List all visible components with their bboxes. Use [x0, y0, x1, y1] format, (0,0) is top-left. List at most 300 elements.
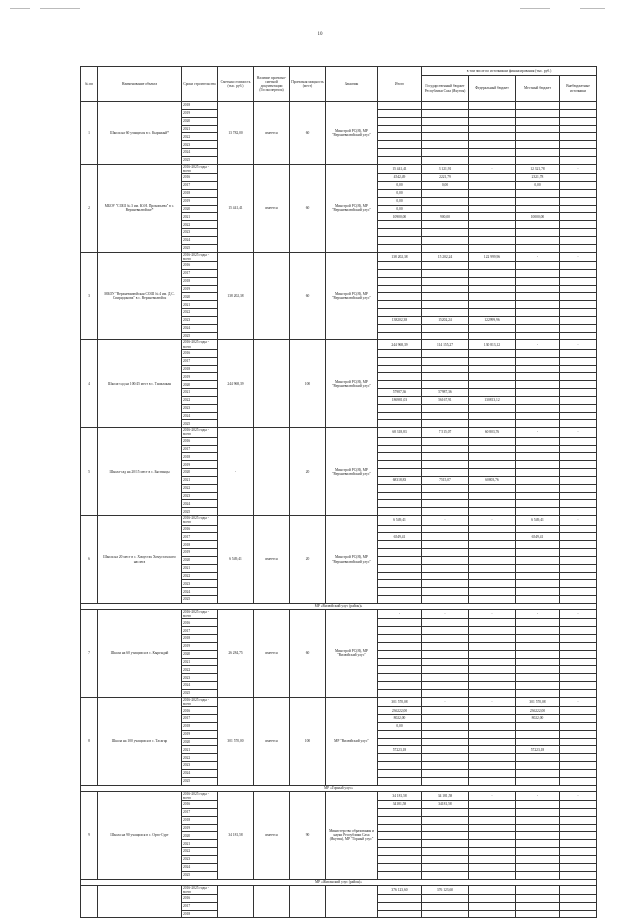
state-value [422, 404, 469, 412]
object-customer: Минстрой РС(Я), МР "Верхневилюйский улус" [326, 428, 378, 516]
state-value [422, 262, 469, 270]
state-value: 114 155,27 [422, 340, 469, 349]
year-cell: 2022 [182, 133, 218, 141]
local-value [516, 461, 560, 469]
extra-value [560, 469, 597, 477]
federal-value [469, 149, 516, 157]
local-value: - [516, 791, 560, 800]
local-value [516, 332, 560, 340]
total-value [378, 125, 422, 133]
state-value [422, 642, 469, 650]
local-value [516, 840, 560, 848]
local-value [516, 244, 560, 252]
header-total: Итого [378, 67, 422, 102]
year-cell: 2025 [182, 244, 218, 252]
federal-value [469, 213, 516, 221]
extra-value [560, 244, 597, 252]
state-value [422, 816, 469, 824]
object-name: МБОУ "Верхневилюйская СОШ № 4 им. Д.С. Спиридонова" в с. Верхневилюйск [98, 252, 182, 340]
federal-value [469, 564, 516, 572]
total-value [378, 309, 422, 317]
federal-value [469, 277, 516, 285]
federal-value [469, 285, 516, 293]
object-name: Школа на 60 учащихся в с. Кыргыдай [98, 609, 182, 697]
state-value [422, 461, 469, 469]
state-value [422, 848, 469, 856]
table-row [81, 67, 597, 76]
state-value: - [422, 609, 469, 618]
extra-value [560, 420, 597, 428]
extra-value [560, 437, 597, 445]
local-value [516, 324, 560, 332]
table-row [81, 609, 597, 618]
extra-value [560, 117, 597, 125]
extra-value [560, 738, 597, 746]
state-value [422, 508, 469, 516]
extra-value [560, 404, 597, 412]
year-cell: 2016 [182, 707, 218, 715]
state-value [422, 777, 469, 785]
extra-value [560, 619, 597, 627]
local-value [516, 689, 560, 697]
state-value [422, 564, 469, 572]
local-value [516, 754, 560, 762]
table-row [81, 885, 597, 894]
header-terms: Сроки строительства [182, 67, 218, 102]
local-value [516, 894, 560, 902]
extra-value [560, 549, 597, 557]
year-cell: 2023 [182, 674, 218, 682]
state-value [422, 102, 469, 110]
local-value [516, 389, 560, 397]
federal-value [469, 420, 516, 428]
total-value [378, 689, 422, 697]
local-value [516, 730, 560, 738]
local-value [516, 777, 560, 785]
total-value [378, 832, 422, 840]
local-value [516, 642, 560, 650]
year-cell: 2024 [182, 149, 218, 157]
federal-value [469, 894, 516, 902]
local-value [516, 117, 560, 125]
local-value: - [516, 252, 560, 261]
object-cost: 138 202,38 [218, 252, 254, 340]
year-cell: 2025 [182, 871, 218, 879]
total-value [378, 580, 422, 588]
extra-value [560, 572, 597, 580]
state-value [422, 541, 469, 549]
object-customer: Минстрой РС(Я), МР "Верхневилюйский улус" [326, 164, 378, 252]
federal-value [469, 197, 516, 205]
federal-value [469, 596, 516, 604]
state-value: 2221,79 [422, 174, 469, 182]
total-value [378, 541, 422, 549]
extra-value [560, 627, 597, 635]
object-no: 9 [81, 791, 98, 879]
year-cell: 2016-2025 годы - всего [182, 252, 218, 261]
local-value [516, 762, 560, 770]
extra-value [560, 658, 597, 666]
state-value [422, 500, 469, 508]
federal-value [469, 156, 516, 164]
local-value [516, 373, 560, 381]
extra-value [560, 588, 597, 596]
total-value: 0,00 [378, 189, 422, 197]
extra-value [560, 730, 597, 738]
total-value [378, 824, 422, 832]
year-cell: 2021 [182, 125, 218, 133]
federal-value [469, 769, 516, 777]
state-value [422, 556, 469, 564]
federal-value [469, 533, 516, 541]
federal-value [469, 707, 516, 715]
object-no: 8 [81, 697, 98, 785]
scan-mark [40, 8, 80, 9]
total-value [378, 674, 422, 682]
federal-value [469, 500, 516, 508]
year-cell: 2016-2025 годы - всего [182, 697, 218, 706]
total-value [378, 437, 422, 445]
total-value [378, 642, 422, 650]
total-value [378, 381, 422, 389]
object-customer [326, 885, 378, 918]
total-value [378, 549, 422, 557]
total-value [378, 855, 422, 863]
extra-value [560, 182, 597, 190]
local-value: - [516, 428, 560, 437]
total-value [378, 236, 422, 244]
year-cell: 2017 [182, 627, 218, 635]
state-value [422, 484, 469, 492]
year-cell: 2016 [182, 619, 218, 627]
year-cell: 2019 [182, 642, 218, 650]
local-value [516, 141, 560, 149]
federal-value [469, 682, 516, 690]
federal-value [469, 412, 516, 420]
total-value [378, 349, 422, 357]
local-value: 301 570,08 [516, 697, 560, 706]
scan-mark [520, 8, 550, 9]
object-name: Школа-сад на 100/45 мест в с. Тамалакан [98, 340, 182, 428]
year-cell: 2017 [182, 269, 218, 277]
state-value [422, 910, 469, 918]
local-value [516, 102, 560, 110]
extra-value [560, 396, 597, 404]
total-value: 34181,58 [378, 801, 422, 809]
year-cell: 2021 [182, 213, 218, 221]
federal-value [469, 754, 516, 762]
object-customer: Министерство образования и науки Республики Саха (Якутия), МР "Горный улус" [326, 791, 378, 879]
state-value [422, 349, 469, 357]
federal-value [469, 840, 516, 848]
year-cell: 2016 [182, 349, 218, 357]
extra-value [560, 316, 597, 324]
extra-value [560, 102, 597, 110]
state-value [422, 533, 469, 541]
extra-value [560, 492, 597, 500]
federal-value [469, 674, 516, 682]
extra-value [560, 461, 597, 469]
federal-value [469, 722, 516, 730]
local-value [516, 824, 560, 832]
year-cell: 2020 [182, 205, 218, 213]
year-cell: 2016-2025 годы - всего [182, 428, 218, 437]
object-capacity: 20 [290, 428, 326, 516]
state-value [422, 357, 469, 365]
federal-value [469, 762, 516, 770]
state-value [422, 492, 469, 500]
year-cell: 2025 [182, 508, 218, 516]
state-value: 57987,36 [422, 389, 469, 397]
object-cost: 6 549,41 [218, 516, 254, 604]
year-cell: 2020 [182, 650, 218, 658]
total-value [378, 221, 422, 229]
state-value [422, 754, 469, 762]
total-value [378, 848, 422, 856]
total-value: 68 318,83 [378, 428, 422, 437]
federal-value [469, 381, 516, 389]
total-value: 236222,00 [378, 707, 422, 715]
state-value [422, 141, 469, 149]
year-cell: 2016-2025 годы - всего [182, 164, 218, 173]
object-no: 4 [81, 340, 98, 428]
year-cell: 2016 [182, 174, 218, 182]
total-value: 301 570,08 [378, 697, 422, 706]
extra-value [560, 533, 597, 541]
total-value [378, 650, 422, 658]
total-value [378, 556, 422, 564]
local-value [516, 309, 560, 317]
state-value: 3 121,91 [422, 164, 469, 173]
state-value [422, 769, 469, 777]
extra-value [560, 293, 597, 301]
state-value [422, 722, 469, 730]
object-name: Школа-сад на 20/15 мест в с. Бястинцы [98, 428, 182, 516]
object-name: Школа на 60 учащихся в с. Кырыкый* [98, 102, 182, 165]
table-row [81, 102, 597, 110]
year-cell: 2021 [182, 840, 218, 848]
federal-value [469, 848, 516, 856]
local-value [516, 658, 560, 666]
local-value [516, 469, 560, 477]
local-value [516, 580, 560, 588]
total-value [378, 816, 422, 824]
year-cell: 2017 [182, 445, 218, 453]
total-value: 6 549,41 [378, 516, 422, 525]
extra-value [560, 650, 597, 658]
local-value [516, 635, 560, 643]
year-cell: 2017 [182, 902, 218, 910]
federal-value: - [469, 697, 516, 706]
year-cell: 2018 [182, 816, 218, 824]
federal-value [469, 910, 516, 918]
extra-value [560, 133, 597, 141]
year-cell: 2019 [182, 109, 218, 117]
local-value: 236222,00 [516, 707, 560, 715]
local-value [516, 236, 560, 244]
year-cell: 2021 [182, 301, 218, 309]
state-value [422, 549, 469, 557]
federal-value [469, 102, 516, 110]
header-capacity: Проектная мощность (мест) [290, 67, 326, 102]
federal-value [469, 244, 516, 252]
extra-value [560, 855, 597, 863]
object-customer: Минстрой РС(Я), МР "Верхневилюйский улус" [326, 252, 378, 340]
state-value [422, 365, 469, 373]
year-cell: 2018 [182, 102, 218, 110]
extra-value [560, 564, 597, 572]
year-cell: 2017 [182, 182, 218, 190]
extra-value [560, 707, 597, 715]
state-value [422, 412, 469, 420]
federal-value [469, 808, 516, 816]
federal-value [469, 293, 516, 301]
extra-value [560, 816, 597, 824]
state-value [422, 840, 469, 848]
federal-value [469, 269, 516, 277]
federal-value [469, 619, 516, 627]
scan-mark [10, 8, 30, 9]
year-cell: 2025 [182, 596, 218, 604]
local-value [516, 381, 560, 389]
object-capacity [290, 885, 326, 918]
state-value [422, 309, 469, 317]
extra-value [560, 141, 597, 149]
local-value [516, 855, 560, 863]
local-value [516, 650, 560, 658]
year-cell: 2019 [182, 197, 218, 205]
local-value [516, 564, 560, 572]
local-value [516, 885, 560, 894]
extra-value [560, 189, 597, 197]
year-cell: 2017 [182, 357, 218, 365]
total-value: 376 123,60 [378, 885, 422, 894]
extra-value [560, 365, 597, 373]
object-capacity: 100 [290, 697, 326, 785]
object-no [81, 885, 98, 918]
total-value: 0,00 [378, 205, 422, 213]
object-capacity: 60 [290, 102, 326, 165]
state-value [422, 588, 469, 596]
year-cell: 2019 [182, 824, 218, 832]
object-capacity: 60 [290, 252, 326, 340]
local-value [516, 816, 560, 824]
object-capacity: 60 [290, 164, 326, 252]
total-value: 57223,18 [378, 746, 422, 754]
extra-value [560, 357, 597, 365]
federal-value [469, 365, 516, 373]
total-value [378, 324, 422, 332]
local-value [516, 525, 560, 533]
total-value [378, 229, 422, 237]
year-cell: 2025 [182, 332, 218, 340]
header-federal: Федеральный бюджет [469, 76, 516, 102]
local-value [516, 769, 560, 777]
state-value: 56167,91 [422, 396, 469, 404]
extra-value [560, 894, 597, 902]
page-number: 10 [317, 32, 323, 37]
local-value [516, 277, 560, 285]
total-value [378, 871, 422, 879]
year-cell: 2020 [182, 381, 218, 389]
year-cell: 2016-2025 годы - всего [182, 885, 218, 894]
local-value [516, 262, 560, 270]
total-value [378, 262, 422, 270]
section-title: МР «Горный улус» [81, 785, 597, 791]
year-cell: 2024 [182, 324, 218, 332]
table-row [81, 516, 597, 525]
total-value [378, 102, 422, 110]
local-value [516, 285, 560, 293]
federal-value [469, 832, 516, 840]
state-value [422, 902, 469, 910]
state-value: - [422, 516, 469, 525]
local-value [516, 316, 560, 324]
year-cell: 2018 [182, 365, 218, 373]
total-value [378, 619, 422, 627]
year-cell: 2025 [182, 420, 218, 428]
year-cell: 2020 [182, 469, 218, 477]
total-value [378, 445, 422, 453]
extra-value [560, 666, 597, 674]
total-value [378, 277, 422, 285]
extra-value [560, 674, 597, 682]
federal-value: 60 803,76 [469, 428, 516, 437]
state-value [422, 125, 469, 133]
total-value: 0,00 [378, 197, 422, 205]
total-value [378, 902, 422, 910]
state-value [422, 109, 469, 117]
extra-value [560, 221, 597, 229]
object-cost: - [218, 428, 254, 516]
federal-value [469, 627, 516, 635]
object-name: Школа на 20 мест в с. Хомустах Хомустахского наслега [98, 516, 182, 604]
extra-value [560, 596, 597, 604]
object-docs: имеется [254, 516, 290, 604]
local-value [516, 453, 560, 461]
federal-value [469, 357, 516, 365]
federal-value [469, 141, 516, 149]
extra-value: - [560, 428, 597, 437]
local-value: 6549,41 [516, 533, 560, 541]
local-value [516, 902, 560, 910]
extra-value [560, 682, 597, 690]
state-value [422, 229, 469, 237]
total-value [378, 777, 422, 785]
object-no: 6 [81, 516, 98, 604]
year-cell: 2019 [182, 461, 218, 469]
year-cell: 2022 [182, 309, 218, 317]
year-cell: 2017 [182, 808, 218, 816]
state-value [422, 635, 469, 643]
extra-value [560, 746, 597, 754]
object-cost: 26 284,75 [218, 609, 254, 697]
extra-value [560, 500, 597, 508]
local-value [516, 365, 560, 373]
federal-value [469, 109, 516, 117]
state-value [422, 373, 469, 381]
local-value [516, 109, 560, 117]
local-value [516, 229, 560, 237]
federal-value [469, 715, 516, 723]
local-value [516, 396, 560, 404]
total-value [378, 658, 422, 666]
extra-value [560, 445, 597, 453]
state-value [422, 285, 469, 293]
extra-value [560, 332, 597, 340]
extra-value: - [560, 252, 597, 261]
year-cell: 2019 [182, 730, 218, 738]
